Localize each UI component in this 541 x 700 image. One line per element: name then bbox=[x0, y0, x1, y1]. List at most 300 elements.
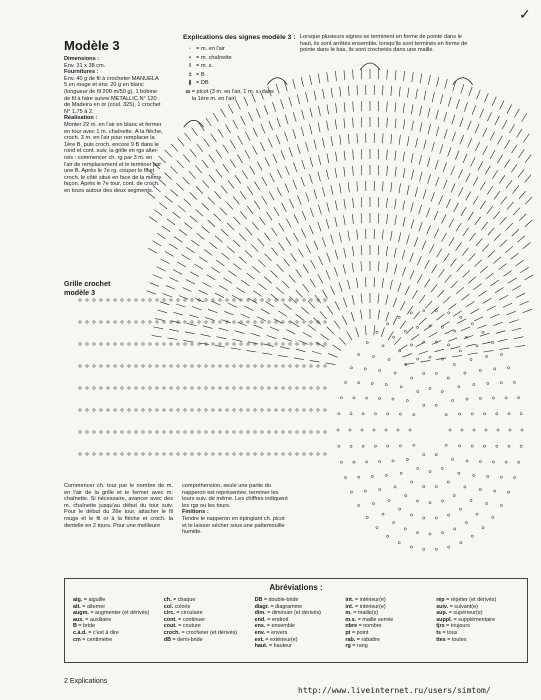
stitch-mark bbox=[508, 367, 510, 369]
stitch-mark bbox=[388, 358, 390, 360]
stitch-mark bbox=[149, 343, 151, 345]
stitch-mark bbox=[153, 241, 162, 246]
stitch-mark bbox=[371, 475, 373, 477]
legend-text: = m. chaînette bbox=[196, 54, 232, 61]
legend-row bbox=[184, 63, 274, 70]
stitch-mark bbox=[252, 222, 258, 230]
stitch-mark bbox=[93, 299, 95, 301]
stitch-mark bbox=[149, 321, 151, 323]
stitch-mark bbox=[505, 140, 510, 149]
stitch-mark bbox=[525, 175, 531, 183]
stitch-mark bbox=[261, 431, 263, 433]
stitch-mark bbox=[205, 453, 207, 455]
stitch-mark bbox=[121, 321, 123, 323]
stitch-mark bbox=[379, 369, 381, 371]
stitch-mark bbox=[321, 334, 329, 340]
stitch-mark bbox=[268, 365, 270, 367]
stitch-mark bbox=[475, 142, 479, 151]
stitch-mark bbox=[267, 212, 272, 220]
stitch-mark bbox=[411, 481, 413, 483]
stitch-mark bbox=[310, 279, 315, 287]
abbreviations-title: Abréviations : bbox=[269, 583, 323, 592]
stitch-mark bbox=[462, 248, 468, 256]
stitch-symbol-icon: ‡ bbox=[188, 71, 192, 78]
stitch-mark bbox=[506, 180, 512, 188]
stitch-mark bbox=[493, 211, 499, 219]
stitch-mark bbox=[240, 431, 242, 433]
abbreviation-entry: m. = maille(s) bbox=[345, 610, 379, 617]
stitch-mark bbox=[202, 203, 209, 210]
stitch-mark bbox=[278, 311, 286, 316]
stitch-mark bbox=[318, 222, 321, 231]
stitch-mark bbox=[261, 124, 265, 133]
stitch-mark bbox=[461, 327, 470, 331]
stitch-mark bbox=[435, 160, 438, 170]
stitch-mark bbox=[382, 345, 384, 347]
stitch-mark bbox=[429, 387, 431, 389]
stitch-mark bbox=[205, 387, 207, 389]
stitch-mark bbox=[107, 387, 109, 389]
stitch-mark bbox=[318, 172, 321, 182]
stitch-mark bbox=[500, 217, 507, 224]
abbreviation-entry: aux. = auxiliaire bbox=[73, 616, 112, 623]
stitch-mark bbox=[340, 397, 342, 399]
stitch-mark bbox=[506, 311, 515, 315]
stitch-mark bbox=[209, 155, 215, 163]
stitch-mark bbox=[466, 344, 476, 346]
stitch-mark bbox=[149, 431, 151, 433]
stitch-mark bbox=[378, 197, 379, 207]
stitch-mark bbox=[427, 225, 431, 234]
stitch-mark bbox=[404, 528, 406, 530]
stitch-mark bbox=[284, 132, 287, 141]
stitch-mark bbox=[206, 118, 211, 126]
stitch-mark bbox=[218, 129, 223, 137]
legend-text: = B bbox=[196, 71, 205, 78]
stitch-mark bbox=[460, 316, 462, 318]
stitch-mark bbox=[310, 299, 312, 301]
stitch-mark bbox=[452, 355, 462, 357]
stitch-mark bbox=[226, 409, 228, 411]
stitch-mark bbox=[296, 387, 298, 389]
abbreviation-entry: cout. = couture bbox=[163, 623, 201, 630]
stitch-mark bbox=[394, 372, 396, 374]
stitch-mark bbox=[485, 429, 487, 431]
stitch-mark bbox=[394, 264, 396, 274]
stitch-mark bbox=[463, 228, 469, 236]
stitch-mark bbox=[508, 413, 510, 415]
stitch-mark bbox=[331, 185, 333, 195]
stitch-mark bbox=[391, 134, 392, 144]
stitch-mark bbox=[212, 365, 214, 367]
abbreviation-entry: alt. = alterner bbox=[73, 603, 106, 610]
stitch-mark bbox=[394, 337, 401, 344]
stitch-mark bbox=[163, 409, 165, 411]
stitch-mark bbox=[403, 119, 404, 129]
stitch-mark bbox=[448, 546, 450, 548]
stitch-mark bbox=[314, 190, 317, 200]
stitch-mark bbox=[160, 302, 170, 305]
stitch-mark bbox=[202, 180, 209, 187]
stitch-mark bbox=[508, 278, 516, 283]
legend-row bbox=[184, 72, 274, 79]
stitch-mark bbox=[499, 175, 505, 183]
stitch-mark bbox=[387, 535, 389, 537]
abbreviation-entry: ext. = extérieur(e) bbox=[254, 636, 298, 643]
legend-text: = picot (3 m. en l'air, 1 m. s. dans la 1ère m. en l'air) bbox=[191, 88, 274, 102]
stitch-mark bbox=[159, 203, 167, 209]
stitch-mark bbox=[298, 249, 303, 258]
stitch-mark bbox=[520, 267, 528, 272]
stitch-mark bbox=[459, 350, 461, 352]
stitch-mark bbox=[523, 309, 532, 313]
stitch-mark bbox=[296, 269, 302, 277]
stitch-mark bbox=[490, 314, 499, 318]
stitch-mark bbox=[492, 397, 494, 399]
stitch-mark bbox=[340, 461, 342, 463]
stitch-mark bbox=[204, 139, 210, 147]
stitch-mark bbox=[475, 260, 482, 267]
stitch-mark bbox=[296, 349, 306, 352]
instruction-line: 1ère B, puis croch. encore 9 B dans le bbox=[64, 141, 159, 148]
stitch-mark bbox=[476, 345, 478, 347]
stitch-mark bbox=[247, 343, 249, 345]
stitch-mark bbox=[170, 431, 172, 433]
stitch-mark bbox=[174, 237, 182, 243]
stitch-mark bbox=[254, 321, 256, 323]
stitch-mark bbox=[467, 121, 471, 130]
stitch-mark bbox=[167, 219, 175, 225]
abbreviation-entry: rép = répéter (et dérivés) bbox=[436, 597, 497, 603]
stitch-mark bbox=[247, 350, 257, 352]
stitch-mark bbox=[409, 429, 411, 431]
stitch-mark bbox=[191, 365, 193, 367]
stitch-mark bbox=[183, 340, 193, 342]
symbol-legend bbox=[184, 46, 274, 104]
stitch-mark bbox=[227, 246, 235, 253]
stitch-mark bbox=[253, 128, 257, 137]
stitch-mark bbox=[86, 343, 88, 345]
stitch-mark bbox=[339, 282, 342, 291]
stitch-mark bbox=[514, 109, 519, 118]
source-url: http://www.liveinternet.ru/users/simtom/ bbox=[298, 686, 491, 695]
stitch-mark bbox=[498, 339, 508, 341]
stitch-mark bbox=[296, 431, 298, 433]
stitch-mark bbox=[315, 295, 321, 303]
stitch-mark bbox=[156, 409, 158, 411]
stitch-mark bbox=[434, 211, 438, 220]
abbreviation-column bbox=[345, 597, 432, 650]
stitch-mark bbox=[468, 353, 478, 355]
stitch-mark bbox=[453, 311, 461, 316]
stitch-mark bbox=[490, 150, 495, 159]
stitch-mark bbox=[234, 217, 241, 224]
abbreviation-entry: rab. = rabattre bbox=[345, 636, 381, 643]
stitch-mark bbox=[297, 144, 300, 154]
stitch-mark bbox=[156, 343, 158, 345]
stitch-mark bbox=[310, 360, 320, 362]
stitch-mark bbox=[412, 72, 413, 82]
stitch-mark bbox=[183, 177, 190, 184]
stitch-mark bbox=[445, 444, 447, 446]
stitch-mark bbox=[513, 381, 515, 383]
stitch-mark bbox=[473, 429, 475, 431]
stitch-mark bbox=[276, 84, 279, 94]
stitch-mark bbox=[487, 382, 489, 384]
stitch-mark bbox=[503, 303, 512, 307]
stitch-mark bbox=[196, 186, 203, 193]
stitch-mark bbox=[361, 197, 362, 207]
stitch-mark bbox=[284, 259, 290, 267]
stitch-mark bbox=[456, 223, 461, 231]
stitch-mark bbox=[392, 460, 394, 462]
stitch-mark bbox=[365, 397, 367, 399]
stitch-mark bbox=[241, 280, 249, 286]
stitch-mark bbox=[435, 454, 437, 456]
stitch-mark bbox=[513, 208, 520, 215]
stitch-mark bbox=[426, 208, 429, 217]
stitch-mark bbox=[492, 461, 494, 463]
stitch-mark bbox=[240, 387, 242, 389]
stitch-mark bbox=[480, 333, 490, 336]
stitch-mark bbox=[289, 409, 291, 411]
stitch-mark bbox=[268, 299, 270, 301]
stitch-mark bbox=[356, 327, 359, 336]
stitch-mark bbox=[358, 504, 360, 506]
finitions-text: Tendre le napperon en épinglant ch. picot et le laisser sécher sous une pattemouille humide. bbox=[182, 515, 285, 536]
stitch-mark bbox=[395, 167, 396, 177]
stitch-mark bbox=[411, 170, 413, 180]
stitch-mark bbox=[128, 343, 130, 345]
stitch-mark bbox=[233, 387, 235, 389]
instruction-line: nés : commencer ch. rg par 3 m. en bbox=[64, 154, 153, 161]
stitch-mark bbox=[351, 312, 354, 322]
instruction-line: l'air de remplacement et le terminer par bbox=[64, 161, 162, 168]
stitch-mark bbox=[345, 477, 347, 479]
abbreviation-entry: croch. = crocheter (et dérivés) bbox=[163, 629, 238, 636]
instruction-line: en tour avec 1 m. chaînette. À la flèche, bbox=[64, 128, 163, 135]
instruction-line: croch. 3 m. en l'air pour remplacer la bbox=[64, 135, 155, 142]
stitch-mark bbox=[353, 461, 355, 463]
stitch-mark bbox=[382, 133, 383, 143]
stitch-mark bbox=[497, 136, 502, 145]
stitch-mark bbox=[425, 301, 432, 308]
stitch-mark bbox=[423, 517, 425, 519]
stitch-mark bbox=[411, 334, 419, 340]
stitch-mark bbox=[233, 343, 235, 345]
stitch-mark bbox=[86, 365, 88, 367]
stitch-mark bbox=[86, 387, 88, 389]
stitch-mark bbox=[170, 387, 172, 389]
stitch-mark bbox=[464, 102, 467, 111]
stitch-mark bbox=[469, 254, 476, 261]
stitch-mark bbox=[387, 445, 389, 447]
stitch-mark bbox=[79, 409, 81, 411]
stitch-mark bbox=[282, 321, 284, 323]
stitch-mark bbox=[432, 264, 437, 272]
stitch-mark bbox=[219, 453, 221, 455]
stitch-mark bbox=[451, 281, 458, 288]
stitch-mark bbox=[495, 288, 504, 293]
stitch-mark bbox=[271, 228, 277, 236]
stitch-mark bbox=[458, 386, 460, 388]
stitch-mark bbox=[361, 261, 362, 271]
stitch-mark bbox=[395, 70, 396, 80]
stitch-mark bbox=[343, 215, 345, 225]
stitch-mark bbox=[395, 118, 396, 128]
stitch-mark bbox=[121, 343, 123, 345]
stitch-mark bbox=[448, 514, 450, 516]
stitch-mark bbox=[395, 102, 396, 112]
stitch-mark bbox=[284, 304, 292, 310]
stitch-mark bbox=[466, 460, 468, 462]
stitch-mark bbox=[306, 92, 308, 102]
stitch-mark bbox=[405, 286, 409, 295]
stitch-mark bbox=[520, 445, 522, 447]
stitch-mark bbox=[279, 223, 284, 231]
stitch-mark bbox=[289, 275, 295, 283]
stitch-mark bbox=[228, 303, 237, 307]
stitch-mark bbox=[253, 291, 261, 297]
stitch-mark bbox=[202, 226, 210, 232]
stitch-mark bbox=[211, 267, 219, 272]
stitch-mark bbox=[419, 351, 429, 354]
stitch-mark bbox=[411, 202, 413, 212]
stitch-mark bbox=[310, 365, 312, 367]
stitch-mark bbox=[121, 453, 123, 455]
stitch-mark bbox=[492, 97, 496, 106]
stitch-mark bbox=[114, 387, 116, 389]
stitch-mark bbox=[500, 101, 504, 110]
stitch-mark bbox=[277, 118, 280, 127]
stitch-mark bbox=[448, 312, 450, 314]
stitch-mark bbox=[425, 260, 430, 269]
stitch-mark bbox=[400, 472, 402, 474]
stitch-mark bbox=[335, 71, 336, 81]
stitch-mark bbox=[361, 294, 362, 304]
stitch-mark bbox=[258, 238, 264, 246]
stitch-mark bbox=[400, 301, 405, 310]
stitch-mark bbox=[436, 110, 439, 120]
stitch-mark bbox=[331, 88, 332, 98]
abbreviation-entry: tjrs = toujours bbox=[436, 623, 470, 630]
stitch-mark bbox=[466, 173, 471, 182]
stitch-mark bbox=[393, 522, 395, 524]
stitch-mark bbox=[450, 259, 456, 267]
stitch-mark bbox=[208, 197, 215, 204]
stitch-mark bbox=[372, 502, 374, 504]
stitch-mark bbox=[352, 246, 353, 256]
stitch-symbol-icon: I bbox=[189, 63, 191, 70]
legend-row bbox=[184, 80, 274, 87]
stitch-mark bbox=[327, 202, 329, 212]
stitch-mark bbox=[100, 409, 102, 411]
stitch-mark bbox=[293, 79, 296, 89]
stitch-mark bbox=[473, 474, 475, 476]
stitch-mark bbox=[135, 409, 137, 411]
stitch-mark bbox=[364, 490, 366, 492]
stitch-mark bbox=[324, 409, 326, 411]
stitch-mark bbox=[221, 109, 226, 118]
stitch-mark bbox=[386, 312, 389, 322]
stitch-mark bbox=[142, 365, 144, 367]
stitch-mark bbox=[252, 266, 260, 273]
stitch-mark bbox=[303, 387, 305, 389]
stitch-mark bbox=[457, 319, 466, 324]
stitch-mark bbox=[412, 121, 414, 131]
stitch-mark bbox=[184, 409, 186, 411]
stitch-mark bbox=[310, 321, 312, 323]
page-footer bbox=[64, 678, 107, 685]
stitch-mark bbox=[395, 151, 396, 161]
stitch-mark bbox=[177, 343, 179, 345]
stitch-mark bbox=[511, 164, 517, 172]
stitch-mark bbox=[114, 321, 116, 323]
stitch-mark bbox=[391, 182, 392, 192]
stitch-mark bbox=[452, 399, 454, 401]
stitch-mark bbox=[195, 165, 201, 173]
legend-text: = m. en l'air bbox=[196, 46, 225, 52]
abbreviation-entry: env. = envers bbox=[254, 629, 288, 636]
stitch-mark bbox=[326, 270, 330, 279]
stitch-mark bbox=[464, 372, 466, 374]
stitch-mark bbox=[440, 94, 443, 104]
abbreviation-entry: aig. = aiguille bbox=[73, 597, 106, 603]
stitch-mark bbox=[520, 301, 529, 305]
stitch-mark bbox=[196, 233, 204, 239]
stitch-mark bbox=[254, 365, 256, 367]
stitch-mark bbox=[479, 488, 481, 490]
abbreviation-entry: circ. = circulaire bbox=[163, 610, 203, 617]
stitch-mark bbox=[274, 207, 279, 216]
stitch-mark bbox=[233, 365, 235, 367]
stitch-mark bbox=[470, 358, 472, 360]
stitch-mark bbox=[317, 365, 319, 367]
stitch-mark bbox=[299, 341, 308, 345]
stitch-mark bbox=[283, 338, 292, 341]
stitch-mark bbox=[460, 135, 464, 144]
stitch-mark bbox=[413, 414, 415, 416]
stitch-mark bbox=[135, 321, 137, 323]
stitch-mark bbox=[205, 409, 207, 411]
stitch-mark bbox=[475, 124, 479, 133]
stitch-mark bbox=[269, 191, 274, 200]
stitch-mark bbox=[333, 345, 341, 351]
stitch-mark bbox=[209, 175, 215, 183]
stitch-mark bbox=[405, 494, 407, 496]
stitch-mark bbox=[173, 270, 182, 275]
stitch-mark bbox=[408, 88, 409, 98]
stitch-mark bbox=[436, 358, 446, 360]
stitch-mark bbox=[213, 113, 218, 122]
stitch-mark bbox=[399, 183, 401, 193]
stitch-mark bbox=[482, 244, 489, 251]
stitch-mark bbox=[219, 343, 221, 345]
abbreviation-entry: cm = centimètre bbox=[73, 636, 113, 643]
finitions-label: Finitions : bbox=[182, 509, 209, 516]
stitch-mark bbox=[419, 205, 422, 215]
stitch-mark bbox=[191, 409, 193, 411]
stitch-mark bbox=[358, 353, 360, 355]
instruction-line: de Madeira en or (coul. 325), 1 crochet bbox=[64, 102, 161, 109]
stitch-mark bbox=[296, 365, 298, 367]
stitch-mark bbox=[121, 409, 123, 411]
stitch-mark bbox=[142, 431, 144, 433]
stitch-mark bbox=[310, 208, 313, 217]
stitch-mark bbox=[420, 73, 422, 83]
grid-title bbox=[64, 279, 110, 297]
stitch-mark bbox=[357, 133, 358, 143]
